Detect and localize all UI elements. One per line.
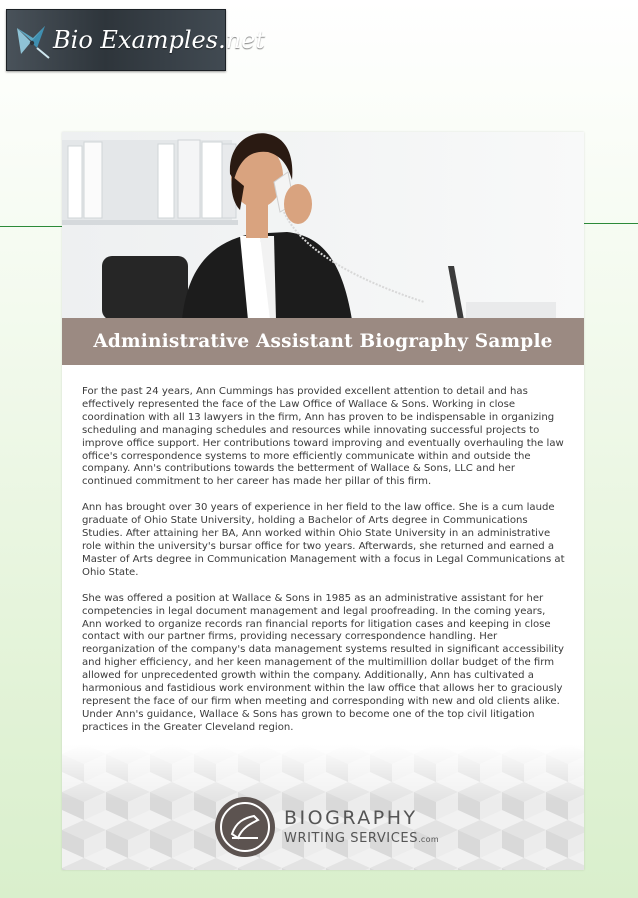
- paragraph-1: For the past 24 years, Ann Cummings has provided excellent attention to detail and has effectively represented the face of the Law Office of Wallace & Sons. Working in close coordination with all 13 lawyers in the firm, Ann has proven to be indispensable in organizing scheduling and managing schedules and resources while innovating successful projects to improve office support. Her contributions toward improving and eventually overhauling the law office's correspondence systems to more efficiently communicate within and outside the company. Ann's contributions towards the betterment of Wallace & Sons, LLC and her continued commitment to her career has made her pillar of this firm.: [82, 386, 564, 488]
- title-banner: [62, 318, 584, 365]
- site-logo[interactable]: [6, 9, 266, 71]
- document-title: Administrative Assistant Biography Sample: [93, 331, 553, 352]
- biography-card: [62, 132, 584, 870]
- paragraph-3: She was offered a position at Wallace & Sons in 1985 as an administrative assistant for her competencies in legal document management and legal proofreading. In the coming years, Ann worked to organize records ran financial reports for litigation cases and keeping in close contact with our partner firms, providing necessary correspondence handling. Her reorganization of the company's data management systems resulted in significant accessibility and higher efficiency, and her keen management of the multimillion dollar budget of the firm allowed for unprecedented growth within the company. Additionally, Ann has cultivated a harmonious and fastidious work environment within the law office that allows her to graciously represent the face of our firm when meeting and corresponding with new and old clients alike. Under Ann's guidance, Wallace & Sons has grown to become one of the top civil litigation practices in the Greater Cleveland region.: [82, 592, 564, 733]
- writing-services-logo-icon: [214, 796, 276, 858]
- brand-name: BIOGRAPHY: [284, 807, 418, 829]
- divider-right: [584, 223, 638, 224]
- brand-subtitle-text: WRITING SERVICES: [284, 831, 419, 846]
- divider-left: [0, 226, 62, 227]
- site-logo-text: Bio Examples.net: [53, 26, 266, 54]
- pen-nib-icon: [11, 18, 53, 62]
- brand-subtitle-suffix: .com: [418, 835, 439, 844]
- biography-body: [82, 386, 566, 748]
- brand-subtitle: [284, 830, 484, 848]
- header-photo: [62, 132, 584, 320]
- paragraph-2: Ann has brought over 30 years of experience in her field to the law office. She is a cum laude graduate of Ohio State University, holding a Bachelor of Arts degree in Communications Studies. After attaining her BA, Ann worked within Ohio State University in an administrative role within the university's bursar office for two years. Afterwards, she returned and earned a Master of Arts degree in Communication Management with a focus in Legal Communications at Ohio State.: [82, 502, 565, 578]
